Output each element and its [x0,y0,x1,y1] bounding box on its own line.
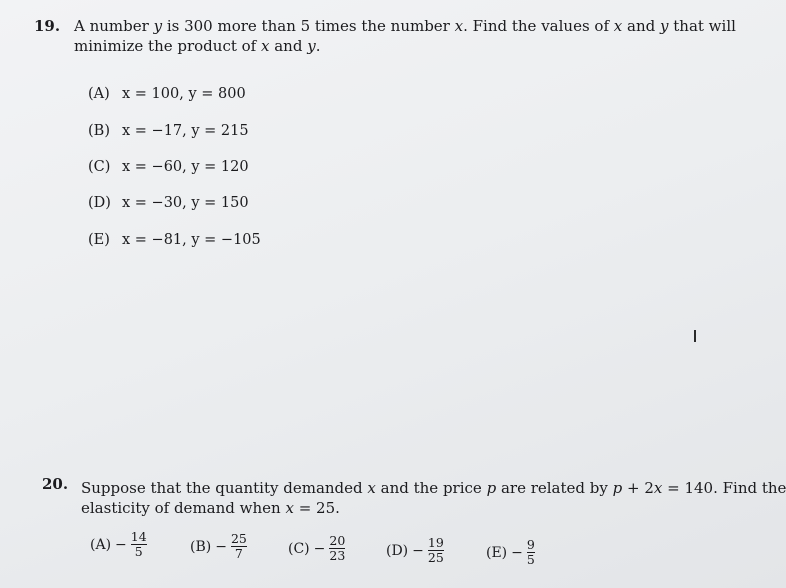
choice-label: (D) [88,195,111,211]
minus-sign: − [313,540,326,557]
numerator: 19 [427,535,444,550]
minus-sign: − [115,536,127,553]
question-19-number: 19. [34,17,61,35]
choice-label: (C) [88,159,111,175]
choice-text: x = −17, y = 215 [122,123,249,139]
minus-sign: − [511,544,523,561]
denominator: 25 [427,550,444,565]
denominator: 23 [329,548,346,563]
fraction [329,534,345,563]
q19-choice-d[interactable] [88,193,249,213]
question-20 [0,460,786,588]
question-19-stem [74,16,736,56]
minus-sign: − [215,538,227,555]
q19-choice-c[interactable] [88,157,249,177]
choice-label: (C) [288,540,310,557]
q20-choice-a[interactable] [90,530,147,559]
denominator: 5 [526,552,535,567]
choice-label: (B) [88,123,110,139]
page-edge-mark [694,330,696,342]
question-19 [0,0,736,260]
question-20-line-2: elasticity of demand when x = 25. [81,499,340,517]
question-20-number: 20. [42,475,69,493]
numerator: 9 [526,537,535,552]
choice-label: (D) [386,542,409,559]
denominator: 7 [234,546,243,561]
denominator: 5 [134,544,143,559]
q20-choice-c[interactable] [288,534,345,563]
fraction [428,536,444,565]
minus-sign: − [412,542,424,559]
fraction [131,530,147,559]
q19-choice-e[interactable] [88,230,261,250]
choice-label: (A) [88,86,110,102]
numerator: 20 [329,533,346,548]
choice-text: x = −30, y = 150 [122,195,249,211]
choice-label: (A) [90,536,112,553]
numerator: 25 [230,531,247,546]
numerator: 14 [130,529,147,544]
choice-label: (E) [88,232,110,248]
choice-text: x = 100, y = 800 [122,86,246,102]
choice-text: x = −60, y = 120 [122,159,249,175]
question-20-stem [81,478,786,518]
question-20-line-1: Suppose that the quantity demanded x and the price p are related by p + 2x = 140. Find the [81,479,786,497]
choice-label: (E) [486,544,508,561]
q20-choice-b[interactable] [190,532,247,561]
choice-text: x = −81, y = −105 [122,232,261,248]
question-19-line-1: A number y is 300 more than 5 times the number x. Find the values of x and y that will [74,17,736,35]
choice-label: (B) [190,538,212,555]
question-19-line-2: minimize the product of x and y. [74,37,321,55]
fraction [527,538,535,567]
q19-choice-a[interactable] [88,84,246,104]
q20-choice-d[interactable] [386,536,444,565]
q20-choice-e[interactable] [486,538,535,567]
fraction [231,532,247,561]
q19-choice-b[interactable] [88,121,249,141]
